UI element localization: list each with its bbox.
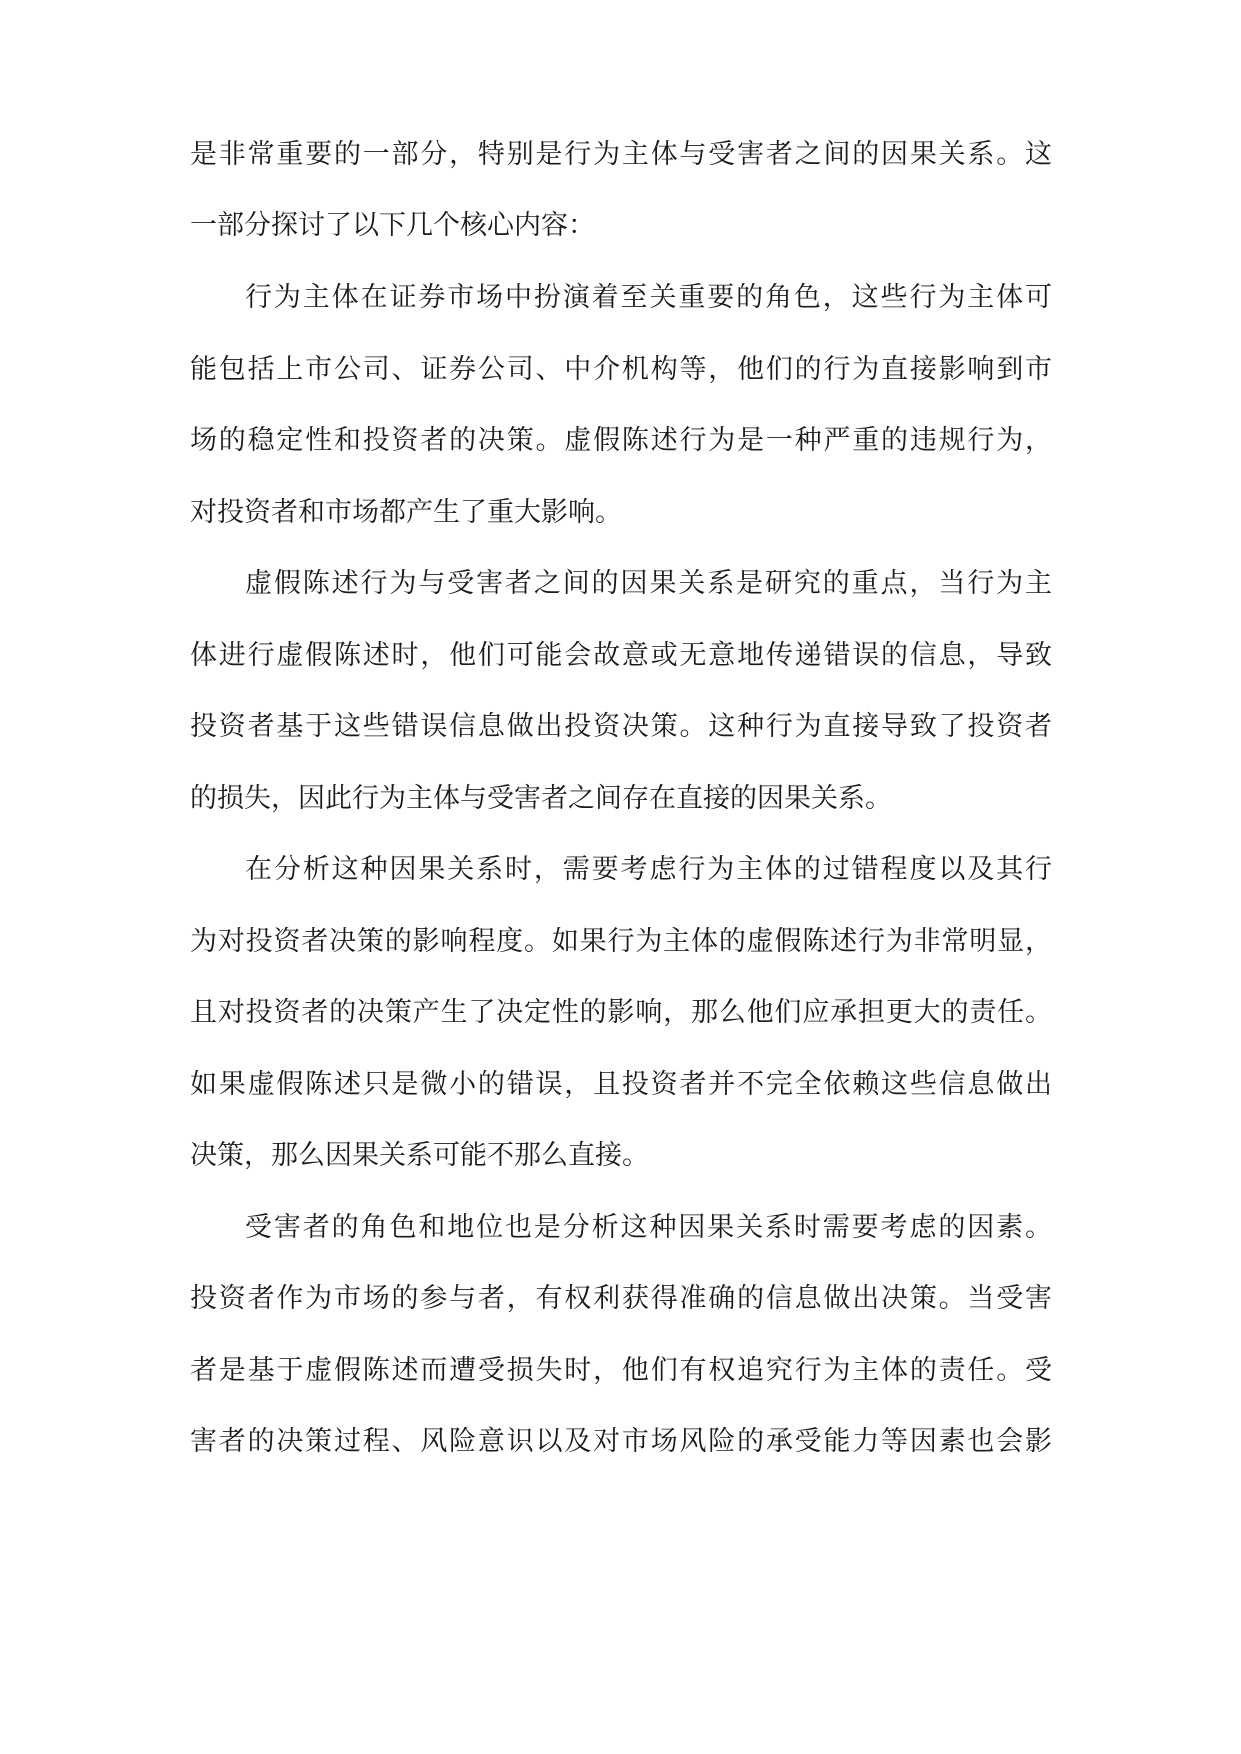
- paragraph-line: 投资者作为市场的参与者，有权利获得准确的信息做出决策。当受害: [190, 1283, 1052, 1314]
- paragraph-line: 是非常重要的一部分，特别是行为主体与受害者之间的因果关系。这: [190, 139, 1052, 170]
- paragraph-line: 投资者基于这些错误信息做出投资决策。这种行为直接导致了投资者: [190, 711, 1052, 742]
- paragraph-line: 如果虚假陈述只是微小的错误，且投资者并不完全依赖这些信息做出: [190, 1069, 1052, 1100]
- paragraph-line: 虚假陈述行为与受害者之间的因果关系是研究的重点，当行为主: [245, 568, 1052, 599]
- paragraph-line: 且对投资者的决策产生了决定性的影响，那么他们应承担更大的责任。: [190, 997, 1052, 1028]
- paragraph-line: 在分析这种因果关系时，需要考虑行为主体的过错程度以及其行: [245, 854, 1052, 885]
- paragraph-line: 场的稳定性和投资者的决策。虚假陈述行为是一种严重的违规行为，: [190, 425, 1052, 456]
- paragraph-line: 一部分探讨了以下几个核心内容：: [190, 210, 595, 241]
- paragraph-line: 行为主体在证券市场中扮演着至关重要的角色，这些行为主体可: [245, 282, 1052, 313]
- paragraph-line: 的损失，因此行为主体与受害者之间存在直接的因果关系。: [190, 783, 892, 814]
- paragraph-line: 者是基于虚假陈述而遭受损失时，他们有权追究行为主体的责任。受: [190, 1355, 1052, 1386]
- paragraph-line: 决策，那么因果关系可能不那么直接。: [190, 1140, 649, 1171]
- paragraph-line: 受害者的角色和地位也是分析这种因果关系时需要考虑的因素。: [245, 1212, 1052, 1243]
- paragraph-line: 体进行虚假陈述时，他们可能会故意或无意地传递错误的信息，导致: [190, 640, 1052, 671]
- paragraph-line: 为对投资者决策的影响程度。如果行为主体的虚假陈述行为非常明显，: [190, 926, 1052, 957]
- paragraph-line: 害者的决策过程、风险意识以及对市场风险的承受能力等因素也会影: [190, 1426, 1052, 1457]
- paragraph-line: 能包括上市公司、证券公司、中介机构等，他们的行为直接影响到市: [190, 354, 1052, 385]
- paragraph-line: 对投资者和市场都产生了重大影响。: [190, 497, 622, 528]
